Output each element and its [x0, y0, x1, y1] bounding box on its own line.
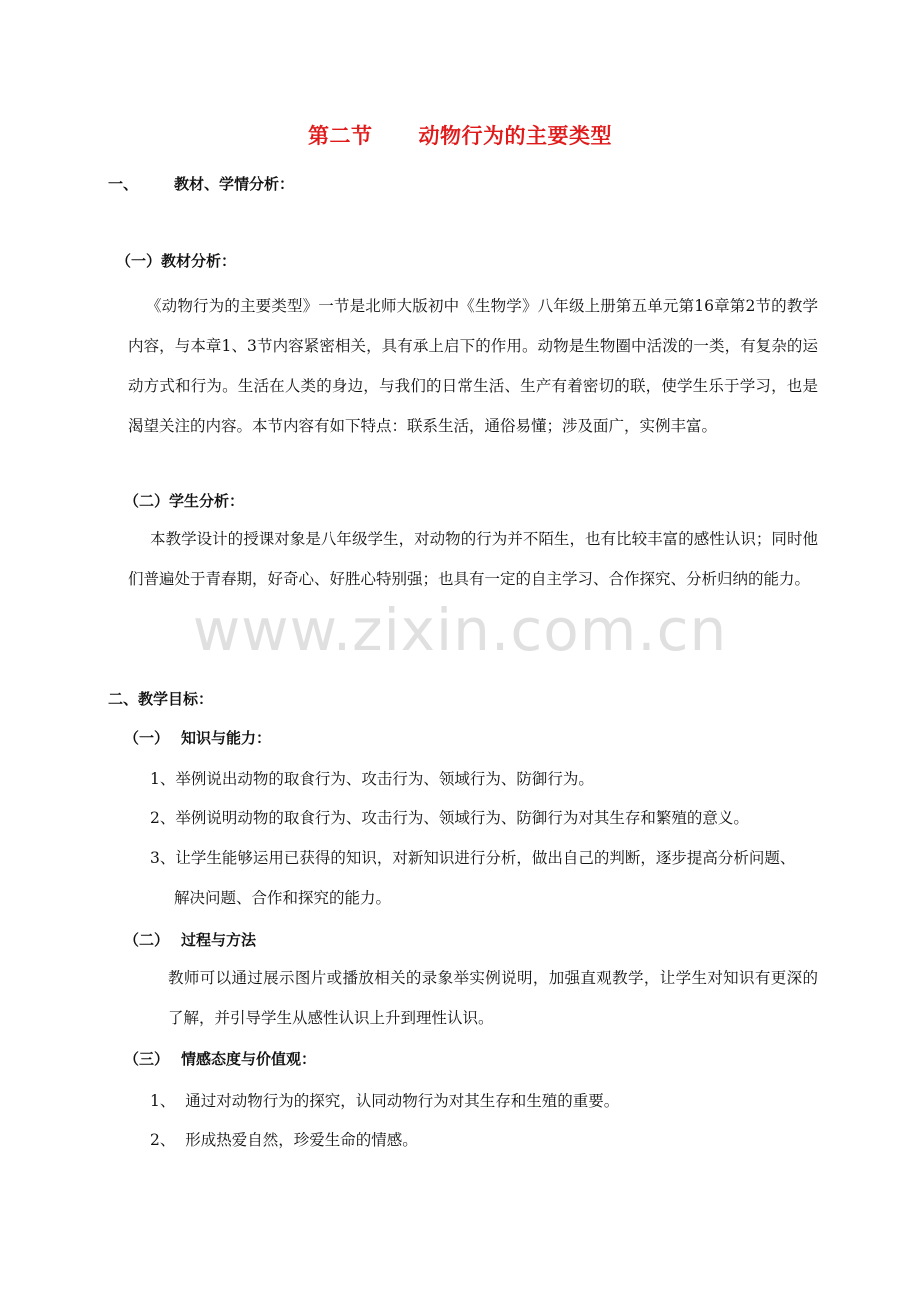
section1-label: 教材、学情分析： — [174, 175, 295, 193]
values-item: 2、 形成热爱自然，珍爱生命的情感。 — [150, 1131, 418, 1149]
process-paragraph: 教师可以通过展示图片或播放相关的录象举实例说明，加强直观教学，让学生对知识有更深的了解，并引导学生从感性认识上升到理性认识。 — [168, 969, 818, 1027]
student-analysis-paragraph: 本教学设计的授课对象是八年级学生，对动物的行为并不陌生，也有比较丰富的感性认识；同时他们普遍处于青春期，好奇心、好胜心特别强；也具有一定的自主学习、合作探究、分析归纳的能力。 — [128, 530, 818, 588]
knowledge-item: 1、举例说出动物的取食行为、攻击行为、领域行为、防御行为。 — [150, 770, 594, 788]
process-number: （二） — [124, 931, 170, 949]
title-section: 第二节 — [308, 124, 373, 148]
subsection-student-analysis-heading: （二）学生分析： — [124, 492, 245, 510]
subsection-textbook-analysis-heading: （一）教材分析： — [116, 252, 237, 270]
values-item: 1、 通过对动物行为的探究，认同动物行为对其生存和生殖的重要。 — [150, 1092, 620, 1110]
section2-heading: 二、教学目标： — [108, 690, 214, 708]
title-name: 动物行为的主要类型 — [418, 124, 612, 148]
textbook-analysis-paragraph: 《动物行为的主要类型》一节是北师大版初中《生物学》八年级上册第五单元第16章第2节的教学内容，与本章1、3节内容紧密相关，具有承上启下的作用。动物是生物圈中活泼的一类，有复杂的运动方式和行为。生活在人类的身边，与我们的日常生活、生产有着密切的联，使学生乐于学习，也是渴望关注的内容。本节内容有如下特点：联系生活，通俗易懂；涉及面广，实例丰富。 — [128, 297, 818, 435]
values-number: （三） — [124, 1050, 170, 1068]
subsection-process-heading — [124, 929, 256, 950]
knowledge-number: （一） — [124, 729, 170, 747]
values-label: 情感态度与价值观： — [181, 1050, 317, 1068]
watermark: www.zixin.com.cn — [192, 596, 728, 664]
knowledge-label: 知识与能力： — [181, 729, 272, 747]
knowledge-item: 3、让学生能够运用已获得的知识，对新知识进行分析，做出自己的判断，逐步提高分析问题、 — [150, 849, 796, 867]
knowledge-item: 解决问题、合作和探究的能力。 — [174, 889, 392, 907]
knowledge-item: 2、举例说明动物的取食行为、攻击行为、领域行为、防御行为对其生存和繁殖的意义。 — [150, 809, 749, 827]
page-title — [0, 120, 920, 150]
section1-heading — [108, 173, 294, 194]
section1-number: 一、 — [108, 175, 139, 193]
subsection-values-heading — [124, 1048, 316, 1069]
process-label: 过程与方法 — [181, 931, 257, 949]
subsection-knowledge-heading — [124, 727, 271, 748]
